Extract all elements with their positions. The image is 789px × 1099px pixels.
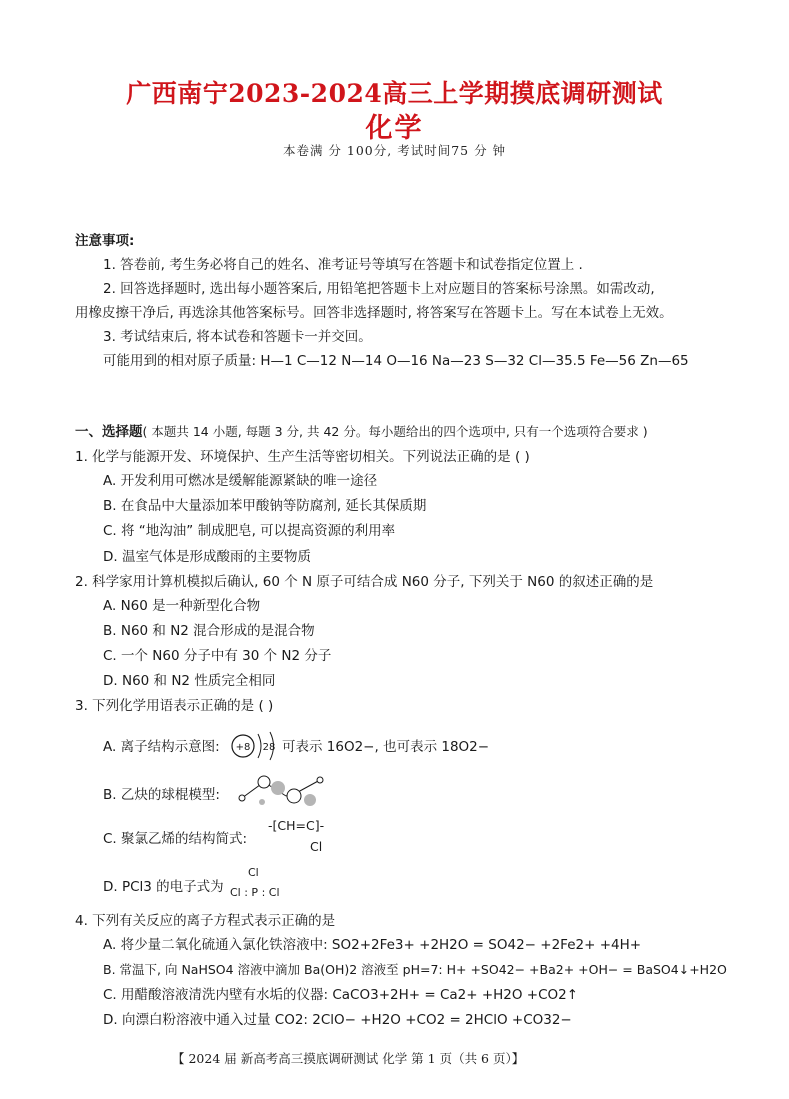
notice-item-1: 1. 答卷前, 考生务必将自己的姓名、准考证号等填写在答题卡和试卷指定位置上 . xyxy=(103,257,583,273)
q4-option-c: C. 用醋酸溶液清洗内壁有水垢的仪器: CaCO3+2H+ = Ca2+ +H2O +CO2↑ xyxy=(103,987,579,1003)
q3-option-d-label: D. PCl3 的电子式为 xyxy=(103,879,224,895)
q2-stem: 2. 科学家用计算机模拟后确认, 60 个 N 原子可结合成 N60 分子, 下列关于 N60 的叙述正确的是 xyxy=(75,574,654,590)
pcl3-electron-formula: Cl : P : Cl xyxy=(230,886,280,899)
page-footer: 【 2024 届 新高考高三摸底调研测试 化学 第 1 页（共 6 页）】 xyxy=(172,1051,525,1066)
q3-option-b-label: B. 乙炔的球棍模型: xyxy=(103,787,220,803)
page-title: 广西南宁2023-2024高三上学期摸底调研测试 xyxy=(126,79,663,108)
pvc-formula: -[CH=C]- xyxy=(268,818,325,833)
q4-option-a: A. 将少量二氧化硫通入氯化铁溶液中: SO2+2Fe3+ +2H2O = SO42− +2Fe2+ +4H+ xyxy=(103,937,642,953)
q4-option-d: D. 向漂白粉溶液中通入过量 CO2: 2ClO− +H2O +CO2 = 2HClO +CO32− xyxy=(103,1012,572,1028)
q1-option-c: C. 将 “地沟油” 制成肥皂, 可以提高资源的利用率 xyxy=(103,523,396,539)
section-title: 一、选择题 xyxy=(75,424,143,440)
section-heading xyxy=(75,423,648,441)
q1-option-b: B. 在食品中大量添加苯甲酸钠等防腐剂, 延长其保质期 xyxy=(103,498,427,514)
q3-option-a-text: 可表示 16O2−, 也可表示 18O2− xyxy=(282,739,490,755)
q2-option-c: C. 一个 N60 分子中有 30 个 N2 分子 xyxy=(103,648,332,664)
q3-option-a-label: A. 离子结构示意图: xyxy=(103,739,220,755)
q4-stem: 4. 下列有关反应的离子方程式表示正确的是 xyxy=(75,913,336,929)
q3-option-c-label: C. 聚氯乙烯的结构简式: xyxy=(103,831,248,847)
pcl3-top-cl: Cl xyxy=(248,866,259,879)
q1-option-a: A. 开发利用可燃冰是缓解能源紧缺的唯一途径 xyxy=(103,473,378,489)
pvc-chlorine: Cl xyxy=(310,839,323,854)
notice-item-3: 3. 考试结束后, 将本试卷和答题卡一并交回。 xyxy=(103,329,372,345)
q1-stem: 1. 化学与能源开发、环境保护、生产生活等密切相关。下列说法正确的是 ( ) xyxy=(75,449,530,465)
subject-title: 化学 xyxy=(365,113,424,144)
q4-option-b: B. 常温下, 向 NaHSO4 溶液中滴加 Ba(OH)2 溶液至 pH=7: H+ +SO42− +Ba2+ +OH− = BaSO4↓+H2O xyxy=(103,962,727,977)
ion-structure-diagram xyxy=(226,726,286,766)
section-description: ( 本题共 14 小题, 每题 3 分, 共 42 分。每小题给出的四个选项中, 只有一个选项符合要求 ) xyxy=(142,424,648,439)
nucleus-charge: +8 xyxy=(235,742,251,753)
q3-stem: 3. 下列化学用语表示正确的是 ( ) xyxy=(75,698,274,714)
q1-option-d: D. 温室气体是形成酸雨的主要物质 xyxy=(103,549,311,565)
q2-option-d: D. N60 和 N2 性质完全相同 xyxy=(103,673,276,689)
acetylene-ball-stick-model xyxy=(236,772,326,812)
q2-option-b: B. N60 和 N2 混合形成的是混合物 xyxy=(103,623,315,639)
atomic-masses: 可能用到的相对原子质量: H—1 C—12 N—14 O—16 Na—23 S—32 Cl—35.5 Fe—56 Zn—65 xyxy=(103,353,689,369)
notice-item-2a: 2. 回答选择题时, 选出每小题答案后, 用铅笔把答题卡上对应题目的答案标号涂黑。如需改动, xyxy=(103,281,655,297)
q2-option-a: A. N60 是一种新型化合物 xyxy=(103,598,261,614)
exam-info: 本卷满 分 100分, 考试时间75 分 钟 xyxy=(282,143,507,158)
electron-shells: 28 xyxy=(262,742,276,753)
notice-item-2b: 用橡皮擦干净后, 再选涂其他答案标号。回答非选择题时, 将答案写在答题卡上。写在本试卷上无效。 xyxy=(75,305,673,321)
notice-heading: 注意事项: xyxy=(75,233,135,249)
